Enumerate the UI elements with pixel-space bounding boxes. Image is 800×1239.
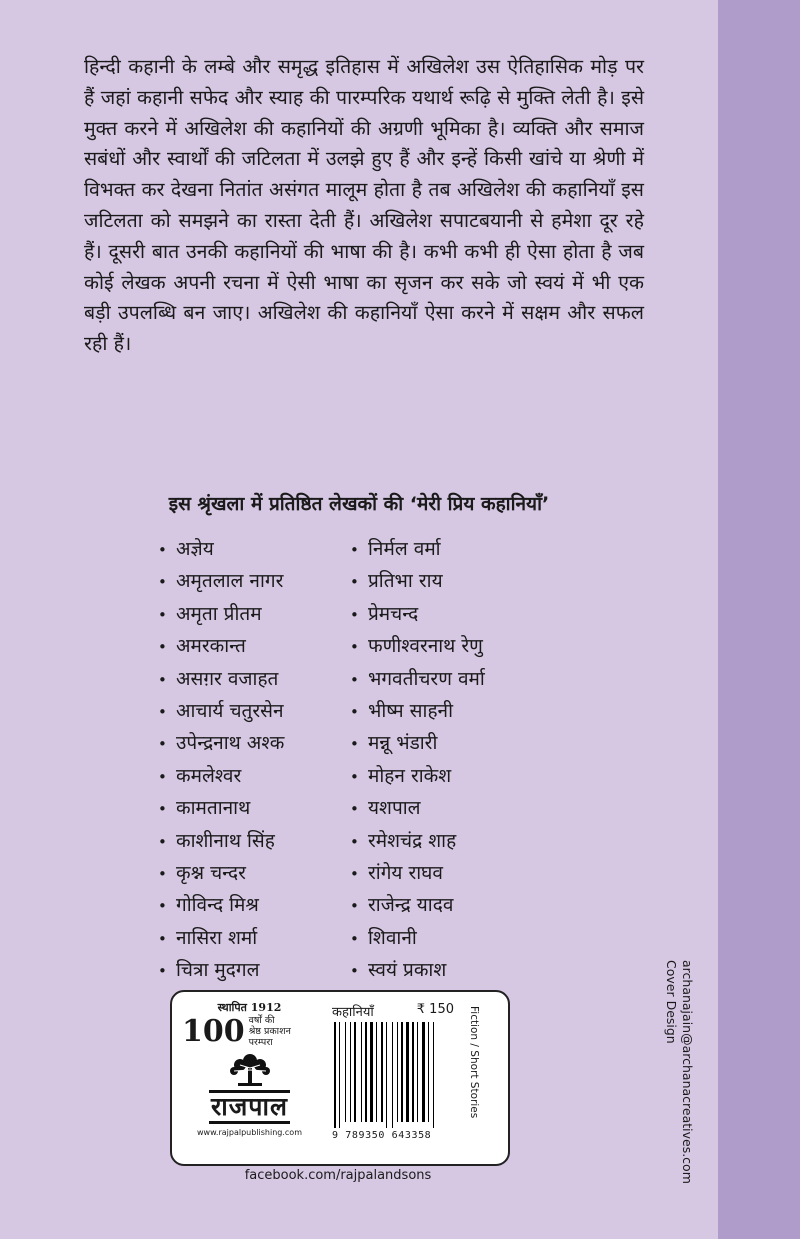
author-item: • निर्मल वर्मा [350,534,485,566]
author-item: • रमेशचंद्र शाह [350,826,485,858]
author-item: • उपेन्द्रनाथ अश्क [158,728,284,760]
barcode-icon [332,1022,454,1128]
anniversary-note [249,1015,317,1048]
author-item: • शिवानी [350,923,485,955]
author-item: • कृश्न चन्दर [158,858,284,890]
author-item: • नासिरा शर्मा [158,923,284,955]
author-item: • राजेन्द्र यादव [350,890,485,922]
tree-logo-icon [228,1052,272,1088]
author-item: • रांगेय राघव [350,858,485,890]
author-item: • कमलेश्वर [158,761,284,793]
spine-strip [718,0,800,1239]
author-item: • प्रतिभा राय [350,566,485,598]
author-item: • भीष्म साहनी [350,696,485,728]
publisher-badge [182,1000,317,1137]
author-list-right [350,534,485,988]
author-item: • चित्रा मुदगल [158,955,284,987]
author-item: • स्वयं प्रकाश [350,955,485,987]
genre-label: Fiction / Short Stories [468,1006,480,1119]
author-item: • अमृता प्रीतम [158,599,284,631]
author-item: • अमृतलाल नागर [158,566,284,598]
price-row [332,1002,454,1020]
publisher-website: www.rajpalpublishing.com [197,1128,302,1137]
author-item: • मोहन राकेश [350,761,485,793]
established-year: स्थापित 1912 [217,1001,282,1014]
book-blurb: हिन्दी कहानी के लम्बे और समृद्ध इतिहास में अखिलेश उस ऐतिहासिक मोड़ पर हैं जहां कहानी सफेद और स्याह की पारम्परिक यथार्थ रूढ़ि से मुक्ति लेती है। इसे मुक्त करने में अखिलेश की कहानियों की अग्रणी भूमिका है। व्यक्ति और समाज सबंधों और स्वार्थों की जटिलता में उलझे हुए हैं और इन्हें किसी खांचे या श्रेणी में विभक्त कर देखना नितांत असंगत मालूम होता है तब अखिलेश की कहानियाँ इस जटिलता को समझने का रास्ता देती हैं। अखिलेश सपाटबयानी से हमेशा दूर रहे हैं। दूसरी बात उनकी कहानियों की भाषा की है। कभी कभी ही ऐसा होता है जब कोई लेखक अपनी रचना में ऐसी भाषा का सृजन कर सके जो स्वयं में भी एक बड़ी उपलब्धि बन जाए। अखिलेश की कहानियाँ ऐसा करने में सक्षम और सफल रही हैं। [84,55,644,356]
series-heading: इस श्रृंखला में प्रतिष्ठित लेखकों की ‘मेरी प्रिय कहानियाँ’ [168,493,550,515]
publisher-name: राजपाल [209,1090,290,1124]
author-item: • काशीनाथ सिंह [158,826,284,858]
facebook-link: facebook.com/rajpalandsons [244,1168,432,1183]
author-item: • यशपाल [350,793,485,825]
author-item: • मन्नू भंडारी [350,728,485,760]
book-category: कहानियाँ [332,1005,374,1020]
anniversary-note-line-1: वर्षों की [248,1015,275,1026]
book-price: ₹ 150 [416,1002,454,1017]
author-item: • आचार्य चतुरसेन [158,696,284,728]
publisher-info-box [170,990,510,1166]
cover-design-label: Cover Design [664,960,679,1044]
anniversary-note-line-2: श्रेष्ठ प्रकाशन परम्परा [248,1026,291,1048]
author-item: • गोविन्द मिश्र [158,890,284,922]
cover-design-email: archanajain@archanacreatives.com [680,960,695,1184]
author-item: • प्रेमचन्द [350,599,485,631]
author-item: • कामतानाथ [158,793,284,825]
author-item: • फणीश्वरनाथ रेणु [350,631,485,663]
isbn-number: 9 789350 643358 [332,1130,432,1141]
author-item: • भगवतीचरण वर्मा [350,664,485,696]
author-item: • अज्ञेय [158,534,284,566]
author-item: • असग़र वजाहत [158,664,284,696]
anniversary-row [182,1015,317,1048]
author-list-left [158,534,284,988]
anniversary-number: 100 [182,1013,245,1049]
author-item: • अमरकान्त [158,631,284,663]
